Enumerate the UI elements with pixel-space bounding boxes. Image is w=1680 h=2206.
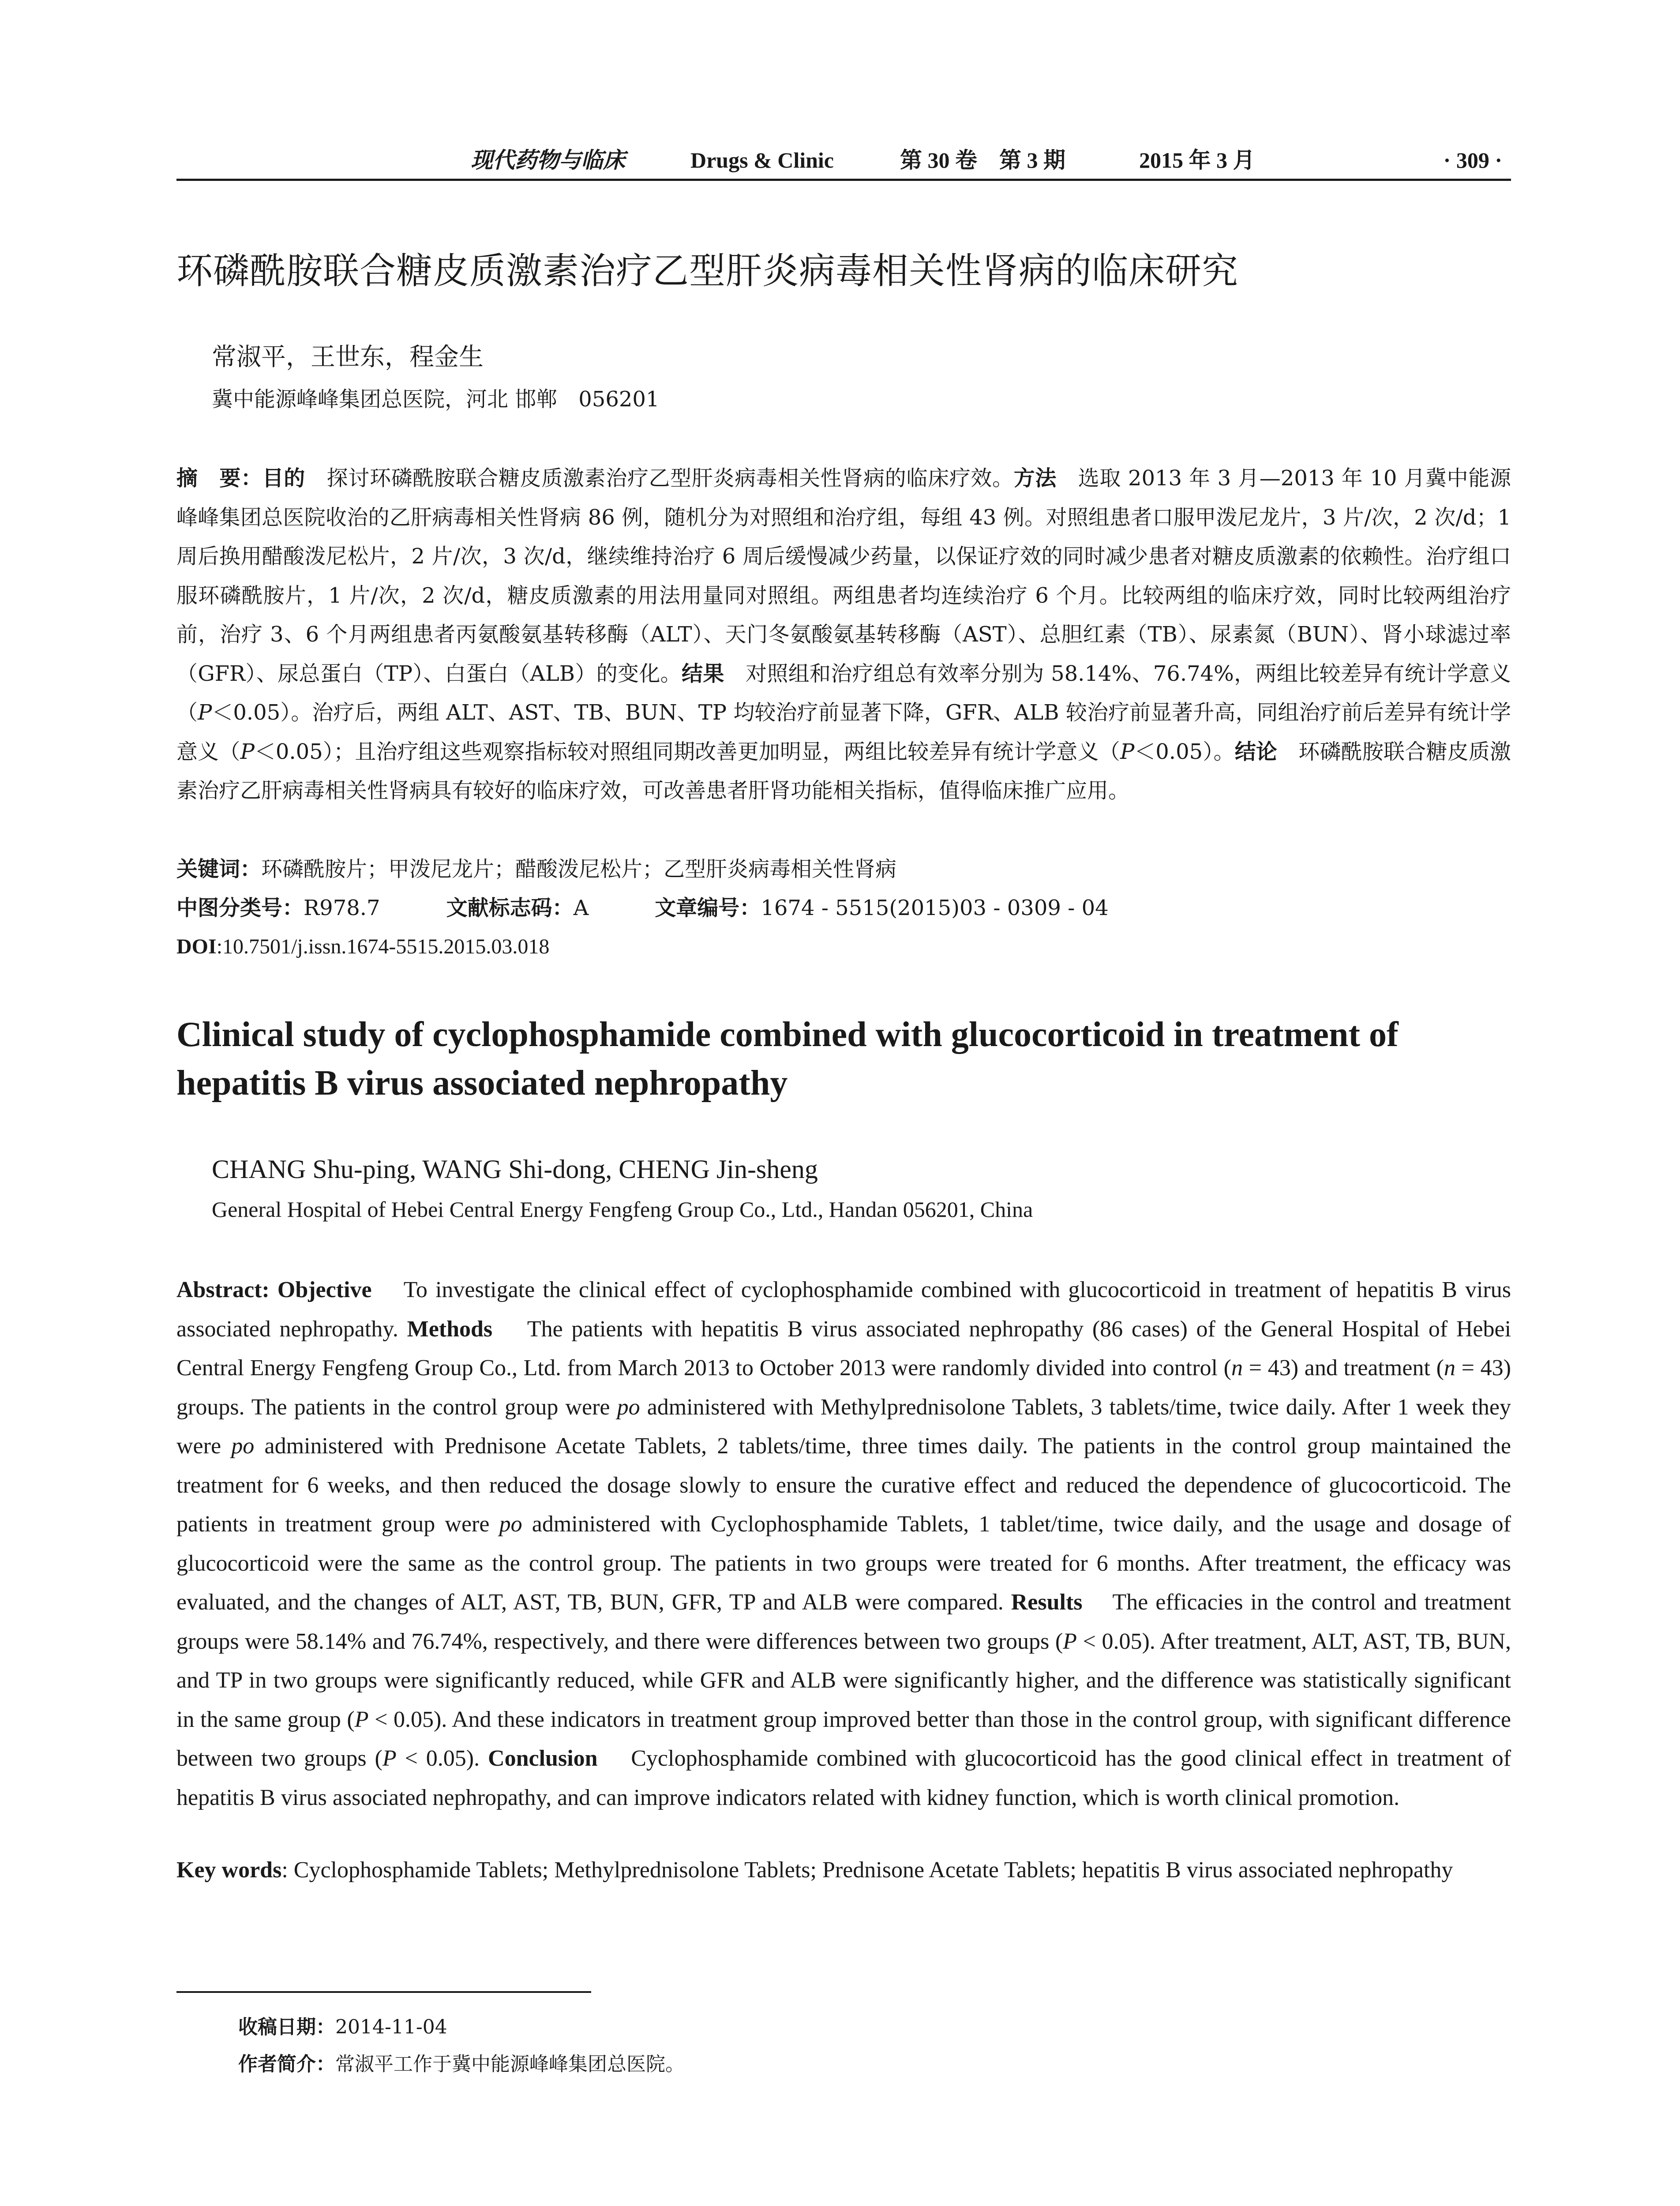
conclusion-text-en: Cyclophosphamide combined with glucocorticoid has the good clinical effect in treatment of hepatitis B virus associated nephropathy, and can improve indicators related with kidney function, which is worth clinical promotion. [176,1746,1511,1810]
abstract-objective-label-en: Abstract: Objective [176,1277,372,1302]
results-text-cn: ＜0.05）；且治疗组这些观察指标较对照组同期改善更加明显，两组比较差异有统计学意义（ [254,739,1120,764]
results-text-cn: ＜0.05）。 [1134,739,1235,764]
methods-text-en: = 43) and treatment ( [1243,1355,1444,1381]
objective-label-cn: 目的 [262,466,305,491]
abstract-en [176,1271,1511,1817]
po-symbol: po [617,1394,640,1420]
results-text-en: The efficacies in the control and treatment groups were 58.14% and 76.74%, respectively, and there were differences between two groups ( [176,1590,1511,1654]
methods-label-en: Methods [407,1316,493,1342]
article-number-label: 文章编号： [655,896,761,920]
clc-value: R978.7 [304,896,380,920]
p-symbol: P [240,739,255,764]
p-symbol: P [198,700,212,725]
journal-name-en: Drugs & Clinic [690,148,834,173]
results-label-cn: 结果 [682,661,724,686]
methods-label-cn: 方法 [1013,466,1057,491]
classification-line [176,890,1109,926]
po-symbol: po [499,1512,522,1537]
doi-label: DOI [176,935,217,958]
objective-text-cn: 探讨环磷酰胺联合糖皮质激素治疗乙型肝炎病毒相关性肾病的临床疗效。 [326,466,1014,491]
running-header [176,140,1511,180]
p-symbol: P [382,1746,397,1771]
methods-text-en: administered with Prednisone Acetate Tablets, 2 tablets/time, three times daily. The patients in the control group maintained the treatment for 6 weeks, and then reduced the dosage slowly to ensure the curative effect and reduced the dependence of glucocorticoid. The patients in treatment group were [176,1433,1511,1537]
results-label-en: Results [1011,1590,1083,1615]
n-symbol: n [1231,1355,1243,1381]
p-symbol: P [354,1707,369,1732]
p-symbol: P [1120,739,1135,764]
issue-date: 2015 年 3 月 [1139,148,1255,173]
authors-cn: 常淑平，王世东，程金生 [212,343,484,371]
methods-text-en: administered with Cyclophosphamide Tablets, 1 tablet/time, twice daily, and the usage and dosage of glucocorticoid were the same as the control group. The patients in two groups were treated for 6 months. After treatment, the efficacy was evaluated, and the changes of ALT, AST, TB, BUN, GFR, TP and ALB were compared. [176,1512,1511,1615]
results-text-en: < 0.05). After treatment, ALT, AST, TB, BUN, and TP in two groups were significantly reduced, while GFR and ALB were significantly higher, and the difference was statistically significant in the same group ( [176,1628,1511,1732]
conclusion-label-en: Conclusion [488,1746,598,1771]
article-title-en: Clinical study of cyclophosphamide combined with glucocorticoid in treatment of hepatitis B virus associated nephropathy [176,1015,1399,1103]
results-text-cn: 对照组和治疗组总有效率分别为 58.14%、76.74%，两组比较差异有统计学意义（ [176,661,1511,725]
keywords-en [176,1851,1511,1890]
volume-issue: 第 30 卷 第 3 期 [900,148,1065,173]
conclusion-text-cn: 环磷酰胺联合糖皮质激素治疗乙肝病毒相关性肾病具有较好的临床疗效，可改善患者肝肾功能相关指标，值得临床推广应用。 [176,739,1511,803]
doi-value: :10.7501/j.issn.1674-5515.2015.03.018 [216,935,550,958]
keywords-label-cn: 关键词： [176,857,262,882]
clc-label: 中图分类号： [176,896,304,920]
journal-name-cn: 现代药物与临床 [471,147,625,173]
doi-line [176,929,549,964]
page-number: · 309 · [1443,148,1502,173]
article-title-cn: 环磷酰胺联合糖皮质激素治疗乙型肝炎病毒相关性肾病的临床研究 [176,250,1239,292]
keywords-value-en: : Cyclophosphamide Tablets; Methylprednisolone Tablets; Prednisone Acetate Tablets; hepatitis B virus associated nephropathy [281,1857,1453,1883]
received-label: 收稿日期： [238,2016,335,2038]
received-value: 2014-11-04 [335,2016,447,2038]
objective-text-en: To investigate the clinical effect of cyclophosphamide combined with glucocorticoid in treatment of hepatitis B virus associated nephropathy. [176,1277,1511,1342]
results-text-cn: ＜0.05）。治疗后，两组 ALT、AST、TB、BUN、TP 均较治疗前显著下降，GFR、ALB 较治疗前显著升高，同组治疗前后差异有统计学意义（ [176,700,1511,764]
methods-text-en: administered with Methylprednisolone Tablets, 3 tablets/time, twice daily. After 1 week they were [176,1394,1511,1459]
methods-text-cn: 选取 2013 年 3 月—2013 年 10 月冀中能源峰峰集团总医院收治的乙肝病毒相关性肾病 86 例，随机分为对照组和治疗组，每组 43 例。对照组患者口服甲泼尼龙片，3 片/次，2 次/d；1 周后换用醋酸泼尼松片，2 片/次，3 次/d，继续维持治疗 6 周后缓慢减少药量，以保证疗效的同时减少患者对糖皮质激素的依赖性。治疗组口服环磷酰胺片，1 片/次，2 次/d，糖皮质激素的用法用量同对照组。两组患者均连续治疗 6 个月。比较两组的临床疗效，同时比较两组治疗前，治疗 3、6 个月两组患者丙氨酸氨基转移酶（ALT）、天门冬氨酸氨基转移酶（AST）、总胆红素（TB）、尿素氮（BUN）、肾小球滤过率（GFR）、尿总蛋白（TP）、白蛋白（ALB）的变化。 [176,466,1511,686]
p-symbol: P [1063,1628,1077,1654]
results-text-en: < 0.05). And these indicators in treatment group improved better than those in the control group, with significant difference between two groups ( [176,1707,1511,1771]
authors-en: CHANG Shu-ping, WANG Shi-dong, CHENG Jin-sheng [212,1155,818,1184]
doc-code-label: 文献标志码： [446,896,574,920]
author-bio-value: 常淑平工作于冀中能源峰峰集团总医院。 [335,2053,685,2075]
methods-text-en: The patients with hepatitis B virus associated nephropathy (86 cases) of the General Hospital of Hebei Central Energy Fengfeng Group Co., Ltd. from March 2013 to October 2013 were randomly divided into control ( [176,1316,1511,1381]
keywords-cn [176,852,896,887]
abstract-cn [176,459,1511,810]
keywords-value-cn: 环磷酰胺片；甲泼尼龙片；醋酸泼尼松片；乙型肝炎病毒相关性肾病 [261,857,897,882]
conclusion-label-cn: 结论 [1234,739,1278,764]
footnote-received [238,2012,447,2043]
footnote-rule [176,1991,591,1993]
article-number-value: 1674 - 5515(2015)03 - 0309 - 04 [761,896,1109,920]
doc-code-value: A [573,896,589,920]
abstract-label-cn: 摘 要： [176,466,262,491]
po-symbol: po [231,1433,255,1459]
results-text-en: < 0.05). [396,1746,480,1771]
n-symbol: n [1444,1355,1455,1381]
methods-text-en: = 43) groups. The patients in the control group were [176,1355,1511,1420]
author-bio-label: 作者简介： [238,2053,335,2075]
affiliation-en: General Hospital of Hebei Central Energy Fengfeng Group Co., Ltd., Handan 056201, China [212,1197,1033,1222]
affiliation-cn: 冀中能源峰峰集团总医院，河北 邯郸 056201 [212,387,660,412]
footnote-author-bio [238,2049,685,2080]
header-rule [176,179,1511,181]
keywords-label-en: Key words [176,1857,282,1883]
